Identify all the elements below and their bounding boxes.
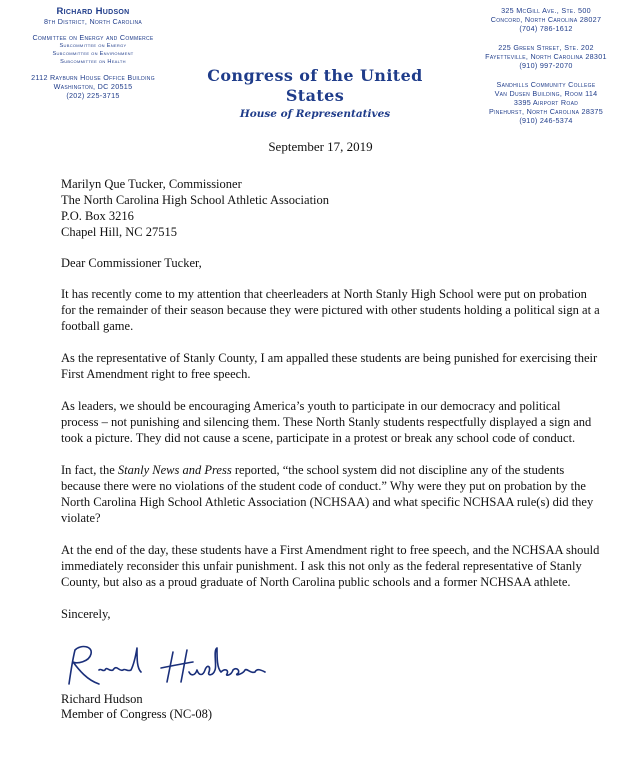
office-line: Pinehurst, North Carolina 28375 [488, 107, 604, 116]
paragraph-5: At the end of the day, these students have a First Amendment right to free speech, and the NCHSAA should immediately reconsider this unfair punishment. I ask this not only as the federal representative of Stanly County, but also as a proud graduate of North Carolina public schools and a former NCHSAA athlete. [61, 543, 600, 589]
paragraph-4-post: reported, “the school system did not discipline any of the students because there were no violations of the student code of conduct.” Why were they put on probation by the North Carolina High School Athletic Association (NCHSAA) and what specific NCHSAA rule(s) did they violate? [61, 463, 594, 525]
subcommittee: Subcommittee on Environment [52, 51, 134, 57]
office-line: (910) 997-2070 [519, 61, 573, 70]
committee: Committee on Energy and Commerce [32, 33, 154, 42]
office-line: Van Dusen Building, Room 114 [494, 89, 598, 98]
house-subtitle: House of Representatives [239, 108, 391, 120]
paragraph-1: It has recently come to my attention that cheerleaders at North Stanly High School were put on probation for the remainder of their season because they were pictured with other students holding a political sign at a football game. [61, 287, 600, 333]
letterhead-right [452, 6, 640, 125]
office-line: (704) 786-1612 [519, 24, 573, 33]
recipient-address [61, 176, 601, 240]
letter-date: September 17, 2019 [268, 139, 373, 154]
office-line: Concord, North Carolina 28027 [490, 15, 602, 24]
subcommittee: Subcommittee on Energy [59, 43, 127, 49]
letter-body [61, 176, 601, 622]
recipient-line: The North Carolina High School Athletic Association [61, 193, 330, 207]
district: 8th District, North Carolina [43, 17, 143, 26]
office-line: 225 Green Street, Ste. 202 [498, 43, 594, 52]
office-line: Sandhills Community College [496, 80, 596, 89]
dc-office-line: (202) 225-3715 [66, 91, 120, 100]
signer-name: Richard Hudson [61, 692, 143, 706]
salutation: Dear Commissioner Tucker, [61, 256, 202, 270]
paragraph-2: As the representative of Stanly County, I am appalled these students are being punished for exercising their First Amendment right to free speech. [61, 351, 598, 381]
handwritten-signature [61, 640, 281, 690]
dc-office-line: Washington, DC 20515 [53, 82, 133, 91]
recipient-line: P.O. Box 3216 [61, 209, 134, 223]
office-line: 325 McGill Ave., Ste. 500 [501, 6, 591, 15]
paragraph-4 [61, 462, 601, 526]
paragraph-4-pre: In fact, the [61, 463, 118, 477]
signature-block [61, 692, 212, 722]
paragraph-3: As leaders, we should be encouraging America’s youth to participate in our democracy and political process – not punishing and silencing them. These North Stanly students respectfully displayed a sign and took a picture. They did not cause a scene, participate in a protest or break any school code of conduct. [61, 399, 592, 445]
recipient-line: Marilyn Que Tucker, Commissioner [61, 177, 242, 191]
letterhead-center [180, 66, 450, 122]
publication-name: Stanly News and Press [117, 463, 232, 477]
congress-title: Congress of the United States [207, 66, 423, 105]
closing: Sincerely, [61, 607, 111, 621]
office-line: 3395 Airport Road [513, 98, 579, 107]
recipient-line: Chapel Hill, NC 27515 [61, 225, 177, 239]
dc-office-line: 2112 Rayburn House Office Building [31, 73, 155, 82]
signer-title: Member of Congress (NC-08) [61, 707, 213, 721]
letterhead-left [4, 6, 182, 100]
member-name: Richard Hudson [56, 6, 130, 17]
office-line: Fayetteville, North Carolina 28301 [485, 52, 607, 61]
office-line: (910) 246-5374 [519, 116, 573, 125]
subcommittee: Subcommittee on Health [60, 59, 126, 65]
